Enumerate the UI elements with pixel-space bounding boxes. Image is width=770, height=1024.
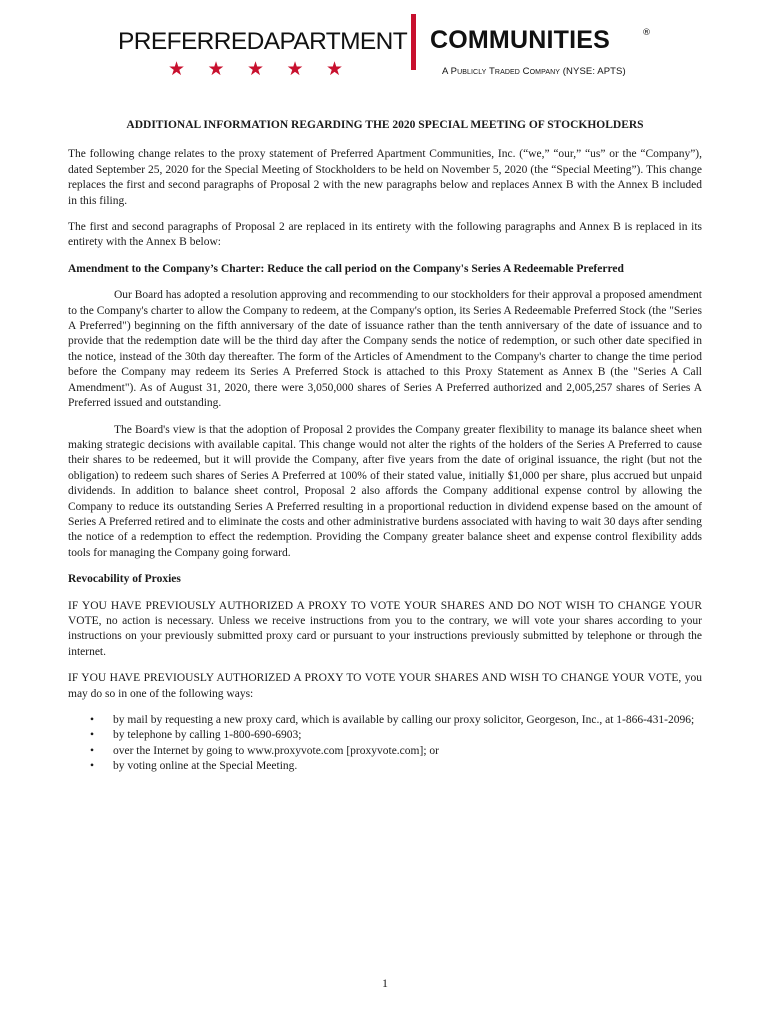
revocability-paragraph-2: IF YOU HAVE PREVIOUSLY AUTHORIZED A PROXY TO VOTE YOUR SHARES AND WISH TO CHANGE YOUR VOTE, you may do so in one of the following ways:	[68, 672, 702, 700]
bullet-icon: •	[90, 744, 95, 757]
star-icon: ★	[246, 58, 265, 80]
registered-mark: ®	[642, 28, 651, 38]
document-body	[68, 118, 702, 775]
list-item-text: by telephone by calling 1-800-690-6903;	[113, 729, 302, 742]
list-item	[68, 759, 702, 774]
amendment-paragraph-2: The Board's view is that the adoption of Proposal 2 provides the Company greater flexibility to manage its balance sheet when making strategic decisions with available capital. This change would not alter the rights of the holders of the Series A Preferred to cause their shares to be redeemed, but it will provide the Company, after five years from the date of original issuance, the right (but not the obligation) to redeem such shares of Series A Preferred at 100% of their stated value, initially $1,000 per share, plus accrued but unpaid dividends. In addition to balance sheet control, Proposal 2 also affords the Company additional expense control by allowing the Company to reduce its outstanding Series A Preferred resulting in a proportional reduction in dividend expense based on the amount of Series A Preferred retired and to eliminate the costs and other administrative burdens associated with having to wait 30 days after sending the notice of a redemption to effect the redemption. Providing the Company greater balance sheet and expense control flexibility adds tools for managing the Company going forward.	[68, 423, 702, 559]
star-icon: ★	[207, 58, 225, 80]
logo-wordmark-communities: COMMUNITIES	[430, 26, 610, 54]
list-item	[68, 713, 702, 728]
list-item-text: by voting online at the Special Meeting.	[113, 760, 298, 773]
star-icon: ★	[168, 58, 186, 80]
replacement-paragraph: The first and second paragraphs of Proposal 2 are replaced in its entirety with the following paragraphs and Annex B is replaced in its entirety with the Annex B below:	[68, 221, 702, 249]
logo-wordmark-preferred-apartment: PREFERREDAPARTMENT	[118, 28, 408, 55]
revocability-paragraph-1: IF YOU HAVE PREVIOUSLY AUTHORIZED A PROXY TO VOTE YOUR SHARES AND DO NOT WISH TO CHANGE YOUR VOTE, no action is necessary. Unless we receive instructions from you to the contrary, we will vote your shares according to your instructions on your previously submitted proxy card or pursuant to your instructions previously submitted by telephone or through the internet.	[68, 599, 702, 658]
logo-divider-bar	[411, 14, 416, 70]
page-number: 1	[382, 976, 388, 990]
list-item	[68, 744, 702, 759]
revocability-heading: Revocability of Proxies	[68, 573, 181, 586]
bullet-icon: •	[90, 760, 95, 773]
star-icon: ★	[325, 58, 343, 80]
bullet-icon: •	[90, 714, 95, 726]
list-item-text: by mail by requesting a new proxy card, which is available by calling our proxy solicitor, Georgeson, Inc., at 1-866-431-2096;	[113, 714, 695, 726]
list-item	[68, 728, 702, 743]
document-title: ADDITIONAL INFORMATION REGARDING THE 2020 SPECIAL MEETING OF STOCKHOLDERS	[126, 119, 644, 131]
amendment-paragraph-1: Our Board has adopted a resolution approving and recommending to our stockholders for their approval a proposed amendment to the Company's charter to allow the Company to redeem, at the Company's option, its Series A Redeemable Preferred Stock (the "Series A Preferred") beginning on the fifth anniversary of the date of issuance rather than the tenth anniversary of the date of issuance and to provide that the redemption date will be the third day after the Company sends the notice of redemption, or such other date specified in the notice, instead of the 30th day thereafter. The form of the Articles of Amendment to the Company's charter to change the time period before the Company may redeem its Series A Preferred Stock is attached to this Proxy Statement as Annex B (the "Series A Call Amendment"). As of August 31, 2020, there were 3,050,000 shares of Series A Preferred authorized and 2,005,257 shares of Series A Preferred issued and outstanding.	[68, 289, 702, 410]
company-logo	[116, 14, 676, 82]
logo-tagline: A Publicly Traded Company (NYSE: APTS)	[442, 66, 626, 77]
logo-stars	[168, 60, 343, 79]
star-icon: ★	[286, 58, 304, 80]
vote-methods-list	[68, 713, 702, 775]
intro-paragraph: The following change relates to the proxy statement of Preferred Apartment Communities, Inc. (“we,” “our,” “us” or the “Company”), dated September 25, 2020 for the Special Meeting of Stockholders to be held on November 5, 2020 (the “Special Meeting”). This change replaces the first and second paragraphs of Proposal 2 with the new paragraphs below and replaces Annex B with the Annex B included in this filing.	[68, 148, 702, 207]
bullet-icon: •	[90, 729, 95, 742]
amendment-heading: Amendment to the Company’s Charter: Reduce the call period on the Company's Series A Redeemable Preferred	[68, 262, 624, 275]
list-item-text: over the Internet by going to www.proxyvote.com [proxyvote.com]; or	[113, 744, 439, 757]
